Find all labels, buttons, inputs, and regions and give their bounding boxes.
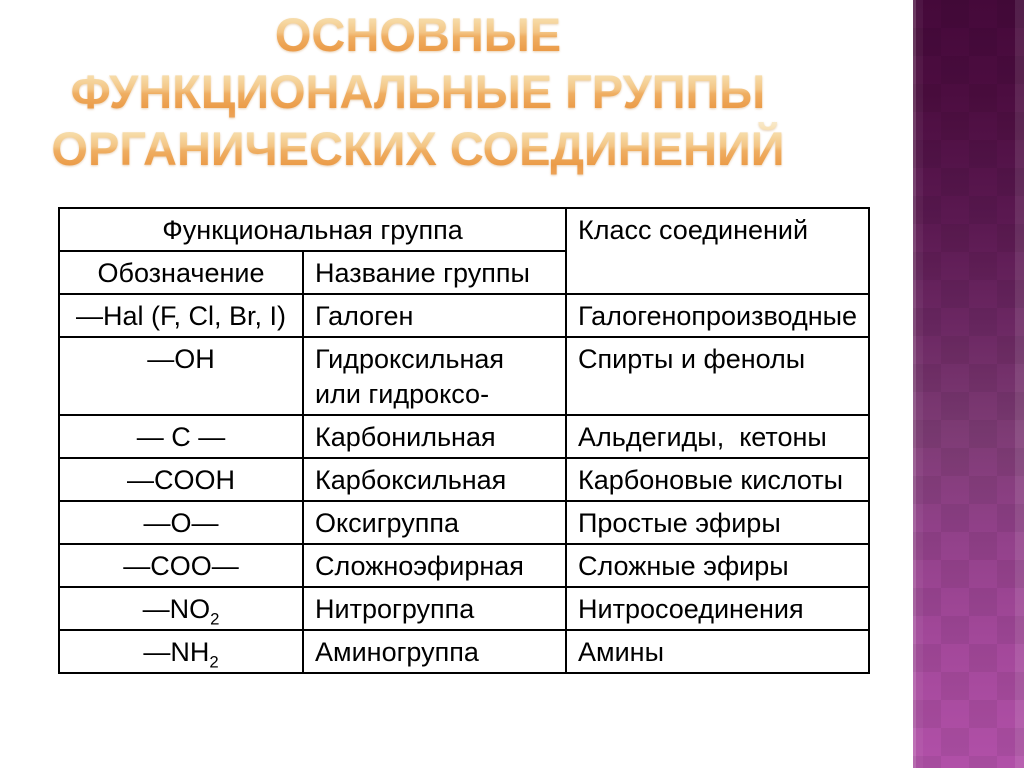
formula-cell (59, 587, 303, 630)
compound-class-cell: Простые эфиры (566, 501, 869, 544)
header-designation: Обозначение (59, 251, 303, 294)
formula-text: — C — (136, 422, 226, 452)
formula-subscript: 2 (209, 652, 219, 672)
table-row-halogen (59, 294, 869, 337)
group-name-cell: Нитрогруппа (303, 587, 566, 630)
slide-title-line-1: ОСНОВНЫЕ (28, 6, 808, 63)
formula-text: —NH (143, 637, 210, 667)
group-name-cell: Галоген (303, 294, 566, 337)
header-compound-class: Класс соединений (566, 208, 869, 294)
slide-title-line-3: ОРГАНИЧЕСКИХ СОЕДИНЕНИЙ (28, 120, 808, 177)
table-header-row-1 (59, 208, 869, 251)
slide-title-line-2: ФУНКЦИОНАЛЬНЫЕ ГРУППЫ (28, 63, 808, 120)
group-name-cell: Карбоксильная (303, 458, 566, 501)
formula-text: —O— (143, 508, 219, 538)
functional-groups-table-container (58, 207, 870, 674)
compound-class-cell: Карбоновые кислоты (566, 458, 869, 501)
formula-cell (59, 337, 303, 415)
table-row-nitro (59, 587, 869, 630)
formula-text: —Hal (F, Cl, Br, I) (75, 301, 286, 331)
compound-class-cell: Сложные эфиры (566, 544, 869, 587)
group-name-cell: Карбонильная (303, 415, 566, 458)
formula-cell (59, 415, 303, 458)
formula-text: —COOH (127, 465, 235, 495)
formula-cell (59, 294, 303, 337)
compound-class-cell: Амины (566, 630, 869, 673)
header-functional-group: Функциональная группа (59, 208, 566, 251)
slide-title (28, 6, 808, 177)
compound-class-cell: Альдегиды, кетоны (566, 415, 869, 458)
group-name-cell: Аминогруппа (303, 630, 566, 673)
formula-text: —NO (142, 594, 211, 624)
formula-cell (59, 458, 303, 501)
formula-cell (59, 544, 303, 587)
table-row-oxy (59, 501, 869, 544)
table-row-amino (59, 630, 869, 673)
table-row-hydroxyl (59, 337, 869, 415)
header-group-name: Название группы (303, 251, 566, 294)
group-name-cell: Гидроксильная или гидроксо- (303, 337, 566, 415)
functional-groups-table (58, 207, 870, 674)
group-name-cell: Сложноэфирная (303, 544, 566, 587)
compound-class-cell: Галогенопроизводные (566, 294, 869, 337)
diamond-pattern-overlay (913, 0, 1024, 768)
formula-subscript: 2 (210, 609, 220, 629)
formula-cell (59, 630, 303, 673)
group-name-cell: Оксигруппа (303, 501, 566, 544)
formula-cell (59, 501, 303, 544)
compound-class-cell: Спирты и фенолы (566, 337, 869, 415)
decorative-sidebar (913, 0, 1024, 768)
compound-class-cell: Нитросоединения (566, 587, 869, 630)
formula-text: —OH (147, 344, 215, 374)
formula-text: —COO— (123, 551, 239, 581)
table-row-ester (59, 544, 869, 587)
table-row-carbonyl (59, 415, 869, 458)
table-row-carboxyl (59, 458, 869, 501)
